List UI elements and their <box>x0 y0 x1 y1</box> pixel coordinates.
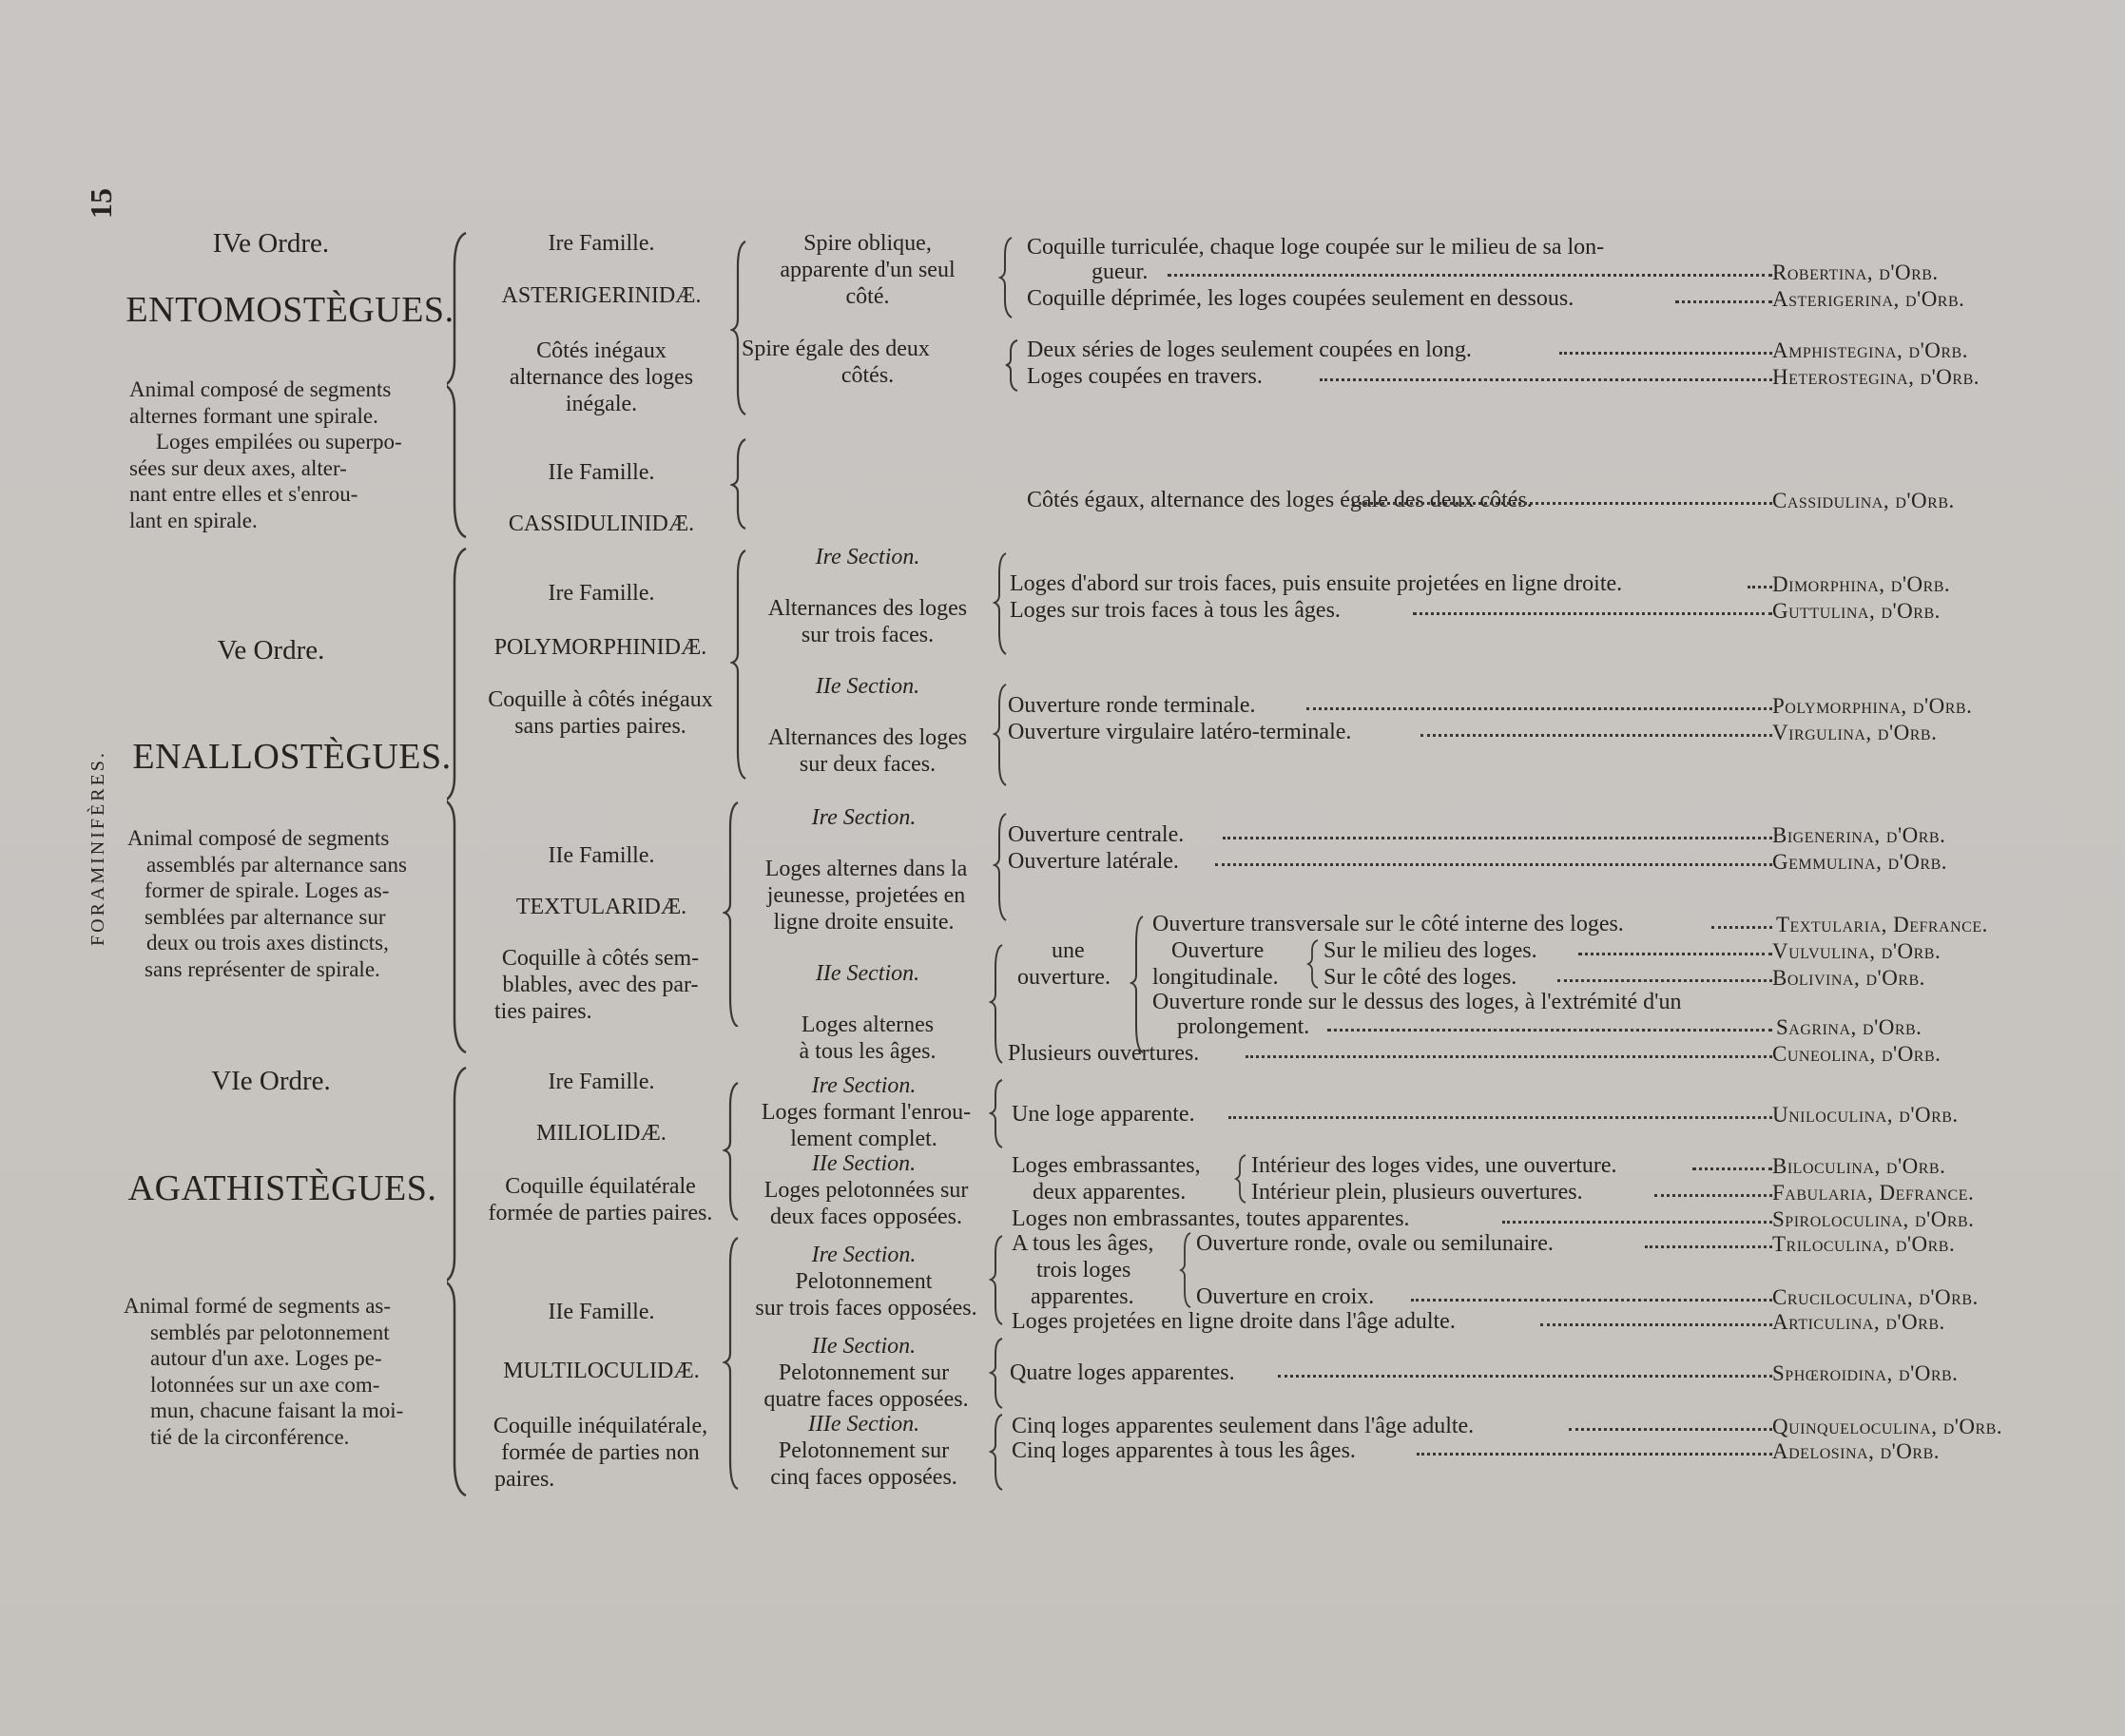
section: IIe Section. Pelotonnement sur quatre faces opposées. <box>763 1334 969 1412</box>
entry-text: Coquille déprimée, les loges coupées seulement en dessous. <box>1027 286 1574 311</box>
genus-name: Textularia, Defrance. <box>1776 913 1988 936</box>
section: IIe Section. Alternances des loges sur deux faces. <box>767 674 968 777</box>
entry-text: Deux séries de loges seulement coupées en long. <box>1027 338 1472 362</box>
entry-brace <box>1130 913 1149 1055</box>
dot-leader <box>1692 1167 1772 1170</box>
dot-leader <box>1228 1116 1772 1119</box>
sub-label: une <box>1052 938 1085 963</box>
entry-text: Ouverture transversale sur le côté interne des loges. <box>1152 912 1624 936</box>
section: IIIe Section. Pelotonnement sur cinq faces opposées. <box>770 1412 957 1490</box>
order-label: IVe Ordre. <box>212 228 330 259</box>
family-name: TEXTULARIDÆ. <box>515 895 687 919</box>
section: IIe Section. Loges alternes à tous les âges. <box>799 961 937 1064</box>
family-name: CASSIDULINIDÆ. <box>508 511 695 536</box>
entry-text: Loges projetées en ligne droite dans l'âge adulte. <box>1012 1309 1456 1334</box>
family-label: Ire Famille. <box>548 231 655 256</box>
entry-text: Ouverture ronde, ovale ou semilunaire. <box>1196 1231 1554 1256</box>
dot-leader <box>1306 707 1772 710</box>
dot-leader <box>1578 953 1772 955</box>
section: Ire Section. Loges alternes dans la jeunesse, projetées en ligne droite ensuite. <box>764 805 968 935</box>
family-label: IIe Famille. <box>548 460 655 485</box>
sub-label: longitudinale. <box>1152 965 1279 990</box>
entry-text: Une loge apparente. <box>1012 1102 1195 1127</box>
entry-brace <box>1004 337 1023 394</box>
genus-name: Robertina, d'Orb. <box>1772 260 1939 284</box>
entry-brace <box>1306 937 1322 991</box>
genus-name: Articulina, d'Orb. <box>1772 1310 1945 1334</box>
dot-leader <box>1569 1428 1772 1431</box>
genus-name: Guttulina, d'Orb. <box>1772 599 1941 623</box>
entry-brace <box>998 234 1017 319</box>
entry-text: Ouverture latérale. <box>1008 849 1179 874</box>
genus-name: Triloculina, d'Orb. <box>1772 1232 1956 1256</box>
section: Ire Section. Loges formant l'enrou- lement complet. <box>761 1073 972 1151</box>
sub-label: trois loges <box>1036 1258 1131 1283</box>
entry-text: Ouverture en croix. <box>1196 1284 1375 1309</box>
entry-text: prolongement. <box>1177 1014 1310 1039</box>
genus-name: Asterigerina, d'Orb. <box>1772 287 1965 311</box>
entry-text: Côtés égaux, alternance des loges égale des deux côtés. <box>1027 488 1533 512</box>
dot-leader <box>1748 586 1772 588</box>
entry-brace <box>989 941 1008 1065</box>
family-name: POLYMORPHINIDÆ. <box>493 635 707 660</box>
entry-text: Sur le côté des loges. <box>1323 965 1517 990</box>
genus-name: Cuneolina, d'Orb. <box>1772 1042 1941 1066</box>
genus-name: Gemmulina, d'Orb. <box>1772 850 1948 874</box>
dot-leader <box>1352 502 1772 505</box>
genus-name: Amphistegina, d'Orb. <box>1772 338 1968 362</box>
entry-text: Cinq loges apparentes seulement dans l'âge adulte. <box>1012 1414 1475 1438</box>
dot-leader <box>1559 352 1772 355</box>
entry-text: Sur le milieu des loges. <box>1323 938 1537 963</box>
order-name: AGATHISTÈGUES. <box>127 1168 437 1208</box>
dot-leader <box>1413 612 1772 615</box>
dot-leader <box>1278 1375 1772 1378</box>
section: Ire Section. Alternances des loges sur trois faces. <box>767 545 968 647</box>
family-label: IIe Famille. <box>548 1300 655 1324</box>
entry-text: Ouverture ronde terminale. <box>1008 693 1256 718</box>
genus-name: Spiroloculina, d'Orb. <box>1772 1207 1975 1231</box>
entry-brace <box>1179 1230 1194 1310</box>
entry-text: gueur. <box>1091 260 1149 284</box>
genus-name: Vulvulina, d'Orb. <box>1772 939 1941 963</box>
genus-name: Sphœroidina, d'Orb. <box>1772 1361 1959 1385</box>
genus-name: Virgulina, d'Orb. <box>1772 721 1938 744</box>
sub-label: Loges embrassantes, <box>1012 1153 1201 1178</box>
family-description: Coquille équilatérale formée de parties paires. <box>488 1174 713 1225</box>
order-description: Animal composé de segments assemblés par alternance sans former de spirale. Loges as- semblées par alternance sur deux ou trois axes distincts, sans représenter de spirale. <box>127 826 407 981</box>
entry-text: Loges coupées en travers. <box>1027 364 1263 389</box>
entry-text: Loges d'abord sur trois faces, puis ensuite projetées en ligne droite. <box>1010 571 1623 596</box>
order-label: Ve Ordre. <box>217 635 325 665</box>
sub-label: deux apparentes. <box>1033 1180 1187 1205</box>
genus-name: Adelosina, d'Orb. <box>1772 1439 1941 1463</box>
dot-leader <box>1246 1055 1772 1058</box>
entry-text: Loges non embrassantes, toutes apparentes. <box>1012 1206 1410 1231</box>
family-label: Ire Famille. <box>548 1070 655 1094</box>
genus-name: Cruciloculina, d'Orb. <box>1772 1285 1979 1309</box>
entry-text: Loges sur trois faces à tous les âges. <box>1010 598 1341 623</box>
order-name: ENALLOSTÈGUES. <box>132 737 452 777</box>
genus-name: Uniloculina, d'Orb. <box>1772 1103 1959 1127</box>
entry-text: Intérieur des loges vides, une ouverture. <box>1251 1153 1617 1178</box>
sub-label: apparentes. <box>1031 1284 1134 1309</box>
order-description: Animal formé de segments as- semblés par pelotonnement autour d'un axe. Loges pe- lotonnées sur un axe com- mun, chacune faisant la moi- tié de la circonférence. <box>124 1294 404 1449</box>
genus-name: Biloculina, d'Orb. <box>1772 1154 1946 1178</box>
entry-text: Quatre loges apparentes. <box>1010 1360 1235 1385</box>
genus-name: Dimorphina, d'Orb. <box>1772 572 1951 596</box>
genus-name: Sagrina, d'Orb. <box>1776 1015 1922 1039</box>
dot-leader <box>1540 1323 1772 1326</box>
genus-name: Quinqueloculina, d'Orb. <box>1772 1415 2003 1438</box>
entry-brace <box>1234 1152 1249 1206</box>
section: IIe Section. Loges pelotonnées sur deux faces opposées. <box>763 1151 969 1229</box>
genus-name: Cassidulina, d'Orb. <box>1772 489 1955 512</box>
entry-text: Ouverture ronde sur le dessus des loges, à l'extrémité d'un <box>1152 990 1682 1014</box>
entry-brace <box>989 1076 1008 1150</box>
order-label: VIe Ordre. <box>211 1066 331 1096</box>
entry-text: Plusieurs ouvertures. <box>1008 1041 1200 1066</box>
sub-label: ouverture. <box>1017 965 1111 990</box>
dot-leader <box>1320 378 1772 381</box>
dot-leader <box>1675 300 1772 303</box>
section: Spire égale des deux côtés. <box>742 337 930 388</box>
order-description: Animal composé de segments alternes formant une spirale. Loges empilées ou superpo- sées sur deux axes, alter- nant entre elles et s'enrou- lant en spirale. <box>129 377 402 532</box>
genus-name: Bolivina, d'Orb. <box>1772 966 1925 990</box>
entry-brace <box>989 1411 1008 1493</box>
dot-leader <box>1711 926 1772 929</box>
genus-name: Bigenerina, d'Orb. <box>1772 823 1946 847</box>
dot-leader <box>1215 863 1772 866</box>
entry-text: Ouverture virgulaire latéro-terminale. <box>1008 720 1352 744</box>
dot-leader <box>1502 1221 1772 1224</box>
sub-label: A tous les âges, <box>1012 1231 1154 1256</box>
family-description: Coquille à côtés sem- blables, avec des par- ties paires. <box>494 946 700 1024</box>
sub-label: Ouverture <box>1171 938 1265 963</box>
family-description: Coquille à côtés inégaux sans parties paires. <box>488 687 713 739</box>
genus-name: Polymorphina, d'Orb. <box>1772 694 1973 718</box>
dot-leader <box>1168 274 1772 277</box>
entry-text: Ouverture centrale. <box>1008 822 1185 847</box>
entry-brace <box>989 1335 1008 1411</box>
dot-leader <box>1223 837 1772 839</box>
entry-brace <box>993 550 1012 656</box>
family-label: IIe Famille. <box>548 843 655 868</box>
order-brace <box>447 228 475 542</box>
dot-leader <box>1411 1299 1772 1302</box>
dot-leader <box>1645 1245 1772 1248</box>
entry-text: Intérieur plein, plusieurs ouvertures. <box>1251 1180 1583 1205</box>
order-name: ENTOMOSTÈGUES. <box>126 290 454 330</box>
side-title: FORAMINIFÈRES. <box>87 750 108 946</box>
family-name: MULTILOCULIDÆ. <box>503 1359 700 1383</box>
dot-leader <box>1327 1029 1772 1032</box>
page-number: 15 <box>84 188 118 219</box>
family-brace <box>730 435 753 530</box>
entry-text: Coquille turriculée, chaque loge coupée sur le milieu de sa lon- <box>1027 235 1605 260</box>
family-name: MILIOLIDÆ. <box>536 1121 666 1146</box>
family-name: ASTERIGERINIDÆ. <box>501 283 702 308</box>
dot-leader <box>1417 1453 1772 1456</box>
family-description: Côtés inégaux alternance des loges inégale. <box>509 338 694 416</box>
dot-leader <box>1420 734 1772 737</box>
dot-leader <box>1654 1194 1772 1197</box>
dot-leader <box>1557 979 1772 982</box>
genus-name: Fabularia, Defrance. <box>1772 1181 1975 1205</box>
section: Ire Section. Pelotonnement sur trois faces opposées. <box>755 1243 977 1321</box>
genus-name: Heterostegina, d'Orb. <box>1772 365 1980 389</box>
entry-brace <box>989 1232 1008 1327</box>
entry-text: Cinq loges apparentes à tous les âges. <box>1012 1438 1356 1463</box>
family-label: Ire Famille. <box>548 581 655 606</box>
section: Spire oblique, apparente d'un seul côté. <box>780 231 956 309</box>
family-description: Coquille inéquilatérale, formée de parties non paires. <box>493 1414 708 1492</box>
